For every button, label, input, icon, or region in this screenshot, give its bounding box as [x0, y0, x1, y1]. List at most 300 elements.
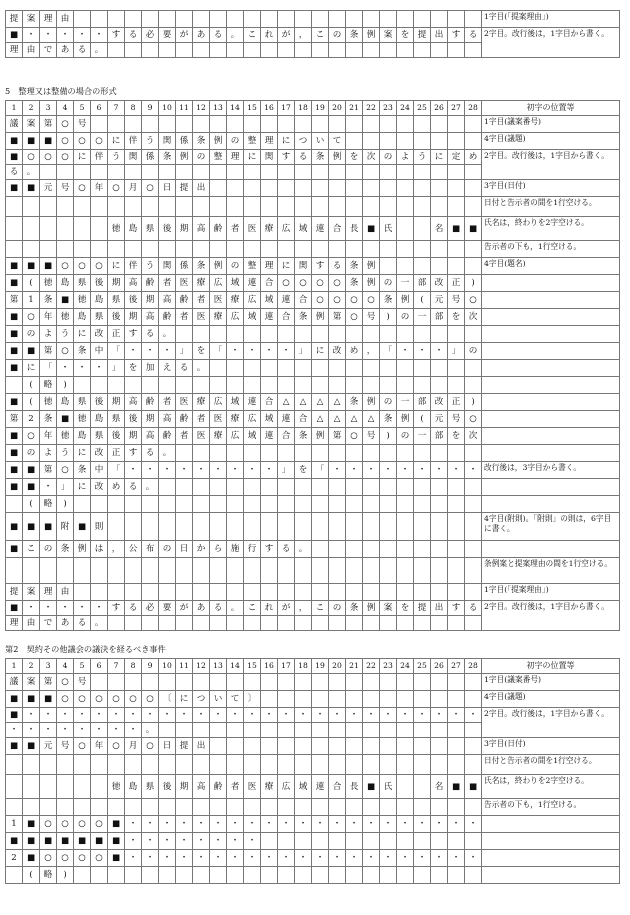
grid-cell: は [91, 541, 108, 558]
grid-cell: ■ [363, 217, 380, 241]
grid-cell: に [74, 445, 91, 462]
grid-cell [465, 360, 482, 377]
column-number: 21 [346, 101, 363, 116]
grid-cell [6, 867, 23, 884]
grid-cell [431, 377, 448, 394]
grid-cell: 出 [431, 28, 448, 43]
grid-cell: 元 [40, 738, 57, 755]
grid-cell [380, 738, 397, 755]
grid-cell [465, 755, 482, 775]
grid-cell: ■ [74, 833, 91, 850]
grid-cell: 条 [346, 275, 363, 292]
grid-cell [227, 867, 244, 884]
grid-cell [397, 180, 414, 197]
grid-cell [363, 755, 380, 775]
grid-cell [108, 165, 125, 180]
grid-cell [380, 445, 397, 462]
grid-cell [431, 513, 448, 541]
grid-cell: ) [380, 428, 397, 445]
grid-cell [414, 326, 431, 343]
grid-cell [176, 241, 193, 258]
grid-cell [210, 377, 227, 394]
grid-cell [380, 377, 397, 394]
grid-cell [244, 513, 261, 541]
grid-row [6, 496, 620, 513]
grid-cell [414, 674, 431, 691]
grid-cell [295, 180, 312, 197]
grid-cell [295, 326, 312, 343]
grid-cell: ○ [312, 275, 329, 292]
grid-cell: 改 [91, 445, 108, 462]
grid-cell [448, 833, 465, 850]
grid-cell: △ [312, 411, 329, 428]
grid-cell [227, 116, 244, 133]
grid-cell: 年 [40, 428, 57, 445]
grid-cell [295, 445, 312, 462]
grid-cell: 係 [176, 133, 193, 150]
grid-cell: ・ [329, 462, 346, 479]
grid-cell [363, 558, 380, 584]
grid-cell: ■ [6, 708, 23, 723]
grid-cell [6, 755, 23, 775]
grid-cell: れ [261, 601, 278, 616]
grid-cell [261, 360, 278, 377]
grid-cell: に [278, 133, 295, 150]
column-number: 10 [159, 101, 176, 116]
grid-cell [142, 116, 159, 133]
column-number: 7 [108, 101, 125, 116]
grid-cell [312, 541, 329, 558]
grid-cell: ■ [6, 541, 23, 558]
grid-cell [465, 479, 482, 496]
grid-cell: ・ [448, 850, 465, 867]
grid-cell [363, 133, 380, 150]
section5-table [5, 100, 620, 631]
grid-cell [159, 165, 176, 180]
grid-cell: 部 [414, 394, 431, 411]
grid-cell: ■ [6, 445, 23, 462]
grid-cell: ・ [176, 833, 193, 850]
grid-cell: ■ [23, 833, 40, 850]
grid-cell: 連 [261, 428, 278, 445]
grid-cell: を [295, 462, 312, 479]
grid-cell: 県 [142, 217, 159, 241]
grid-cell [397, 377, 414, 394]
grid-cell [363, 513, 380, 541]
grid-row [6, 558, 620, 584]
grid-cell: 徳 [57, 428, 74, 445]
grid-cell: 条 [346, 601, 363, 616]
grid-cell [329, 241, 346, 258]
grid-cell [346, 197, 363, 217]
grid-cell: △ [295, 394, 312, 411]
position-note: 1字目(議案番号) [482, 116, 620, 133]
grid-cell: 。 [193, 360, 210, 377]
grid-cell: 一 [397, 275, 414, 292]
grid-cell: ・ [244, 833, 261, 850]
grid-cell [329, 116, 346, 133]
grid-cell: 広 [278, 217, 295, 241]
grid-cell: 合 [329, 775, 346, 799]
grid-cell [176, 165, 193, 180]
grid-row [6, 411, 620, 428]
grid-cell: 由 [57, 584, 74, 601]
grid-cell: ・ [57, 708, 74, 723]
grid-cell [125, 616, 142, 631]
grid-cell [329, 496, 346, 513]
grid-cell: 第 [40, 116, 57, 133]
grid-cell [312, 241, 329, 258]
grid-row [6, 360, 620, 377]
grid-cell: 医 [193, 428, 210, 445]
grid-cell: る [125, 479, 142, 496]
grid-cell: ・ [295, 850, 312, 867]
grid-cell: 療 [227, 411, 244, 428]
position-note: 告示者の下も，1行空ける。 [482, 799, 620, 816]
grid-cell [329, 43, 346, 58]
grid-cell [448, 513, 465, 541]
grid-cell [261, 180, 278, 197]
grid-cell [431, 496, 448, 513]
grid-cell: い [210, 691, 227, 708]
grid-cell: 理 [40, 11, 57, 28]
grid-cell [397, 833, 414, 850]
grid-cell: △ [312, 394, 329, 411]
grid-cell [414, 241, 431, 258]
grid-cell: ・ [244, 343, 261, 360]
grid-cell: 徳 [108, 217, 125, 241]
grid-cell [176, 43, 193, 58]
grid-cell [465, 197, 482, 217]
grid-cell: 正 [448, 275, 465, 292]
grid-cell: 施 [227, 541, 244, 558]
grid-cell [312, 180, 329, 197]
grid-cell: 関 [159, 258, 176, 275]
grid-cell: の [397, 309, 414, 326]
grid-cell: ・ [346, 816, 363, 833]
grid-cell [346, 43, 363, 58]
position-note-empty [482, 411, 620, 428]
grid-cell: ■ [23, 180, 40, 197]
grid-cell [244, 755, 261, 775]
grid-cell [346, 833, 363, 850]
grid-cell: か [193, 541, 210, 558]
grid-cell: の [227, 258, 244, 275]
grid-cell: 議 [6, 674, 23, 691]
grid-row [6, 343, 620, 360]
grid-cell [244, 165, 261, 180]
column-number: 10 [159, 659, 176, 674]
grid-cell: ・ [465, 462, 482, 479]
grid-cell [465, 241, 482, 258]
grid-cell [397, 165, 414, 180]
grid-cell: 正 [108, 326, 125, 343]
grid-cell [346, 377, 363, 394]
grid-cell [91, 217, 108, 241]
grid-cell [57, 755, 74, 775]
position-note-empty [482, 850, 620, 867]
grid-cell: 広 [244, 292, 261, 309]
grid-cell [6, 496, 23, 513]
position-note: 4字目(題名) [482, 258, 620, 275]
grid-cell: ■ [40, 833, 57, 850]
grid-cell [244, 360, 261, 377]
grid-row [6, 833, 620, 850]
grid-cell [346, 513, 363, 541]
grid-cell: に [176, 691, 193, 708]
grid-cell: 。 [142, 479, 159, 496]
grid-cell: よ [40, 445, 57, 462]
column-number: 8 [125, 659, 142, 674]
grid-cell [125, 799, 142, 816]
grid-cell [346, 616, 363, 631]
grid-cell [142, 496, 159, 513]
grid-row [6, 799, 620, 816]
grid-cell [91, 197, 108, 217]
grid-cell [244, 496, 261, 513]
column-number: 6 [91, 101, 108, 116]
grid-cell: の [159, 541, 176, 558]
grid-cell [346, 479, 363, 496]
grid-cell: 徳 [74, 411, 91, 428]
grid-cell: 療 [210, 428, 227, 445]
grid-cell: 部 [431, 428, 448, 445]
position-note-empty [482, 377, 620, 394]
grid-cell: ■ [6, 462, 23, 479]
grid-cell: を [125, 360, 142, 377]
grid-cell [363, 479, 380, 496]
grid-cell: ○ [108, 738, 125, 755]
grid-cell: 次 [363, 150, 380, 165]
grid-cell [431, 326, 448, 343]
grid-cell: 条 [295, 309, 312, 326]
grid-cell: が [278, 601, 295, 616]
grid-cell [295, 116, 312, 133]
grid-cell [108, 799, 125, 816]
grid-cell: ○ [312, 292, 329, 309]
grid-cell [159, 799, 176, 816]
grid-cell: 関 [261, 150, 278, 165]
grid-cell: 例 [176, 150, 193, 165]
grid-cell [74, 197, 91, 217]
grid-cell: 元 [431, 292, 448, 309]
grid-cell: 氏 [380, 775, 397, 799]
grid-row [6, 28, 620, 43]
grid-cell: 後 [159, 217, 176, 241]
grid-row [6, 180, 620, 197]
grid-cell: ■ [57, 833, 74, 850]
grid-cell [414, 116, 431, 133]
position-note-empty [482, 360, 620, 377]
grid-cell [465, 799, 482, 816]
grid-cell: ■ [108, 816, 125, 833]
grid-cell [295, 241, 312, 258]
grid-cell: 。 [295, 541, 312, 558]
grid-cell: ・ [108, 723, 125, 738]
grid-cell [108, 867, 125, 884]
grid-cell: ■ [23, 258, 40, 275]
grid-cell [108, 616, 125, 631]
grid-cell [312, 326, 329, 343]
grid-cell: 期 [125, 428, 142, 445]
grid-cell [329, 674, 346, 691]
grid-cell: ・ [397, 850, 414, 867]
grid-cell [261, 479, 278, 496]
grid-cell: 」 [176, 343, 193, 360]
grid-cell [227, 755, 244, 775]
grid-cell [74, 558, 91, 584]
grid-cell [227, 799, 244, 816]
grid-cell [414, 584, 431, 601]
grid-cell [414, 775, 431, 799]
grid-cell [159, 43, 176, 58]
grid-cell: の [329, 601, 346, 616]
grid-cell [91, 241, 108, 258]
grid-row [6, 428, 620, 445]
grid-cell [91, 674, 108, 691]
column-number: 17 [278, 659, 295, 674]
grid-cell [108, 241, 125, 258]
grid-cell: 療 [193, 275, 210, 292]
grid-cell [57, 197, 74, 217]
position-note: 3字目(日付) [482, 180, 620, 197]
grid-cell: 広 [227, 309, 244, 326]
grid-cell: 議 [6, 116, 23, 133]
grid-cell [6, 241, 23, 258]
grid-row [6, 755, 620, 775]
grid-cell: ・ [261, 850, 278, 867]
grid-cell [227, 513, 244, 541]
grid-cell: △ [346, 411, 363, 428]
grid-cell: 部 [431, 309, 448, 326]
grid-cell: ・ [108, 708, 125, 723]
grid-cell: る [125, 601, 142, 616]
grid-cell: 療 [227, 292, 244, 309]
column-number: 22 [363, 101, 380, 116]
grid-cell [329, 833, 346, 850]
grid-cell [448, 133, 465, 150]
grid-cell: 必 [142, 28, 159, 43]
grid-cell: ○ [91, 133, 108, 150]
grid-row [6, 150, 620, 165]
grid-cell [40, 165, 57, 180]
grid-cell: 係 [176, 258, 193, 275]
grid-cell: ) [465, 394, 482, 411]
grid-cell [448, 723, 465, 738]
grid-cell: 案 [23, 584, 40, 601]
grid-row [6, 513, 620, 541]
grid-cell: ・ [40, 723, 57, 738]
grid-cell [414, 755, 431, 775]
grid-cell [227, 584, 244, 601]
grid-cell: ・ [227, 816, 244, 833]
grid-cell [380, 165, 397, 180]
grid-cell: 元 [40, 180, 57, 197]
grid-cell: 第 [329, 309, 346, 326]
grid-cell [244, 445, 261, 462]
grid-cell [397, 541, 414, 558]
grid-cell [414, 11, 431, 28]
column-number: 18 [295, 659, 312, 674]
grid-cell [329, 541, 346, 558]
grid-cell [210, 180, 227, 197]
grid-cell [261, 197, 278, 217]
grid-cell: る [74, 616, 91, 631]
grid-cell: 。 [23, 165, 40, 180]
grid-cell: ， [295, 28, 312, 43]
grid-cell: ■ [6, 428, 23, 445]
grid-cell: 附 [57, 513, 74, 541]
grid-cell [363, 691, 380, 708]
grid-cell [346, 445, 363, 462]
grid-cell [346, 799, 363, 816]
grid-cell: ・ [159, 708, 176, 723]
grid-cell: 理 [261, 258, 278, 275]
grid-cell: ， [108, 541, 125, 558]
position-note-empty [482, 833, 620, 850]
grid-cell: ・ [142, 850, 159, 867]
grid-cell: 広 [210, 394, 227, 411]
grid-cell [261, 513, 278, 541]
grid-cell: ・ [91, 360, 108, 377]
grid-cell [91, 165, 108, 180]
column-number: 27 [448, 101, 465, 116]
grid-cell: ) [380, 309, 397, 326]
grid-cell: の [380, 275, 397, 292]
grid-cell [329, 584, 346, 601]
grid-cell: 例 [397, 411, 414, 428]
grid-cell: ■ [6, 691, 23, 708]
grid-cell [414, 445, 431, 462]
grid-cell: ・ [210, 850, 227, 867]
grid-cell: ■ [23, 691, 40, 708]
grid-cell [227, 165, 244, 180]
grid-cell [176, 674, 193, 691]
grid-cell: 必 [142, 601, 159, 616]
section-dai2-table [5, 658, 620, 884]
grid-cell: ○ [40, 816, 57, 833]
grid-cell: 中 [91, 462, 108, 479]
grid-cell: 案 [23, 11, 40, 28]
grid-row [6, 217, 620, 241]
grid-cell: の [40, 541, 57, 558]
grid-row [6, 326, 620, 343]
grid-row [6, 241, 620, 258]
grid-cell [414, 360, 431, 377]
grid-row [6, 11, 620, 28]
grid-cell [142, 674, 159, 691]
grid-cell [227, 616, 244, 631]
grid-cell: ・ [363, 708, 380, 723]
grid-cell: △ [329, 394, 346, 411]
grid-cell: 広 [278, 775, 295, 799]
grid-cell: あ [57, 43, 74, 58]
grid-cell [261, 833, 278, 850]
grid-cell: 医 [244, 217, 261, 241]
grid-cell: ○ [278, 275, 295, 292]
grid-cell: が [176, 601, 193, 616]
grid-cell: ・ [142, 833, 159, 850]
grid-cell: ・ [91, 723, 108, 738]
grid-cell: 提 [414, 601, 431, 616]
grid-cell: ・ [244, 462, 261, 479]
grid-cell: 第 [40, 674, 57, 691]
grid-cell: え [159, 360, 176, 377]
grid-cell [312, 377, 329, 394]
grid-cell: す [278, 150, 295, 165]
grid-cell: こ [312, 28, 329, 43]
column-number: 24 [397, 101, 414, 116]
